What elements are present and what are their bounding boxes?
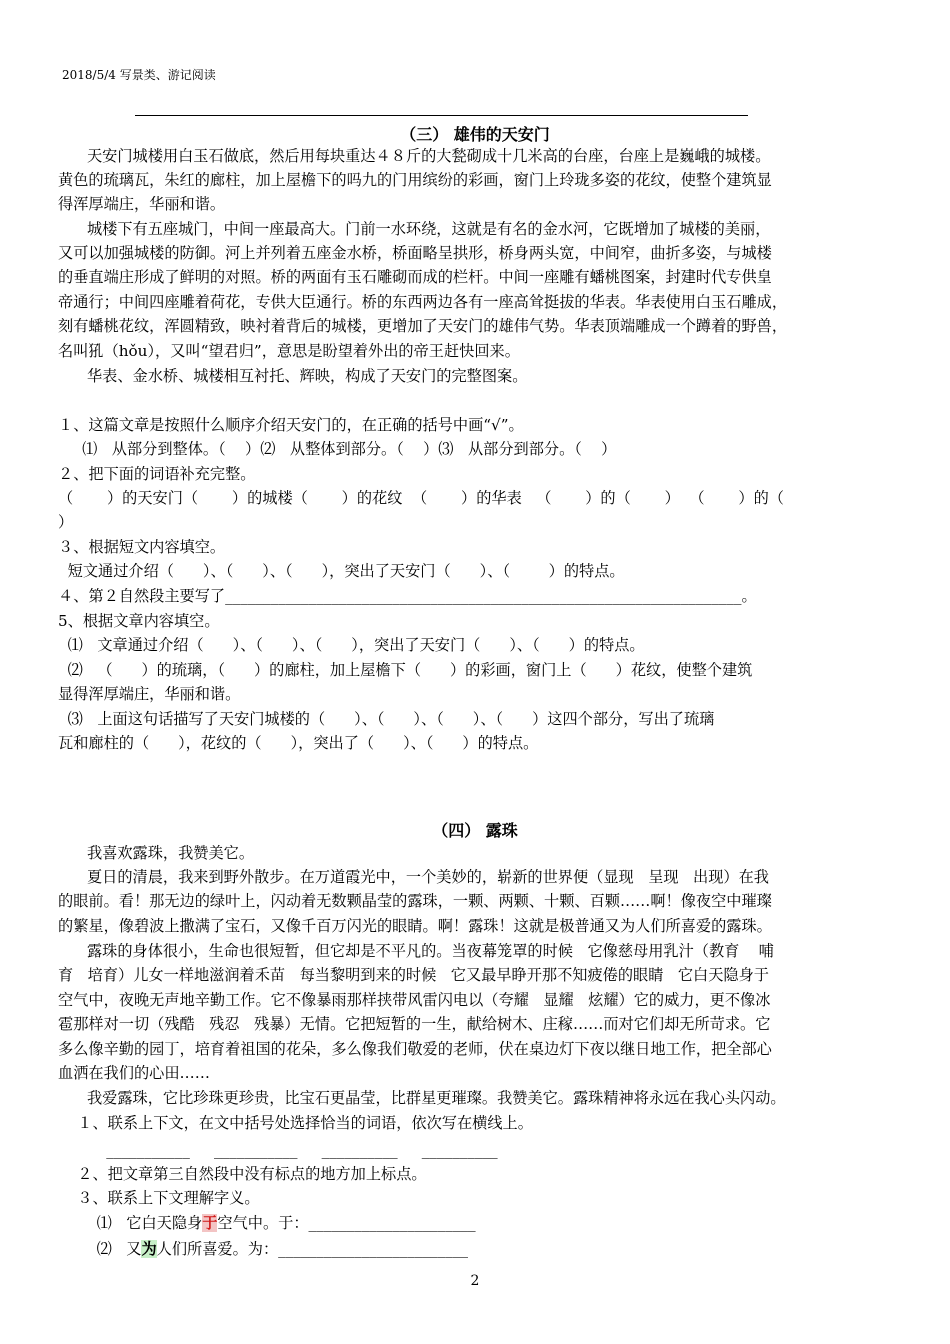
passage-line: 我爱露珠，它比珍珠更珍贵，比宝石更晶莹，比群星更璀璨。我赞美它。露珠精神将永远在我心头闪动。 bbox=[58, 1089, 786, 1107]
section4-title: （四） 露珠 bbox=[432, 821, 518, 840]
passage-line: 育 培育）儿女一样地滋润着禾苗 每当黎明到来的时候 它又最早睁开那不知疲倦的眼睛 它白天隐身于 bbox=[58, 966, 769, 984]
question-line: ２、把下面的词语补充完整。 bbox=[58, 465, 256, 483]
question-line: ２、把文章第三自然段中没有标点的地方加上标点。 bbox=[58, 1165, 427, 1183]
question-line: ４、第２自然段主要写了____________________________________________________________________。 bbox=[58, 587, 757, 605]
q-text: 人们所喜爱。为：_________________________ bbox=[156, 1240, 469, 1258]
page-number: 2 bbox=[470, 1273, 480, 1289]
highlighted-character: 于 bbox=[202, 1214, 218, 1232]
q-text: 空气中。于：______________________ bbox=[217, 1214, 476, 1232]
passage-line: 的繁星，像碧波上撒满了宝石，又像千百万闪光的眼睛。啊！露珠！这就是极普通又为人们所喜爱的露珠。 bbox=[58, 917, 772, 935]
highlighted-character: 为 bbox=[141, 1240, 157, 1258]
question-line: 显得浑厚端庄，华丽和谐。 bbox=[58, 685, 241, 703]
passage-line: 雹那样对一切（残酷 残忍 残暴）无情。它把短暂的一生，献给树木、庄稼……而对它们却无所苛求。它 bbox=[58, 1015, 771, 1033]
divider-line bbox=[135, 115, 748, 116]
question-line: ⑴ 从部分到整体。（ ）⑵ 从整体到部分。（ ）⑶ 从部分到部分。（ ） bbox=[58, 440, 617, 458]
question-line: ） bbox=[58, 513, 74, 531]
q-text: ⑴ 它白天隐身 bbox=[58, 1214, 203, 1232]
passage-line: 夏日的清晨，我来到野外散步。在万道霞光中，一个美妙的，崭新的世界便（显现 呈现 出现）在我 bbox=[58, 868, 769, 886]
passage-line: 血洒在我们的心田…… bbox=[58, 1064, 210, 1082]
question-line: ３、根据短文内容填空。 bbox=[58, 538, 226, 556]
passage-line: 多么像辛勤的园丁，培育着祖国的花朵，多么像我们敬爱的老师，伏在桌边灯下夜以继日地工作，把全部心 bbox=[58, 1040, 772, 1058]
passage-line: 的垂直端庄形成了鲜明的对照。桥的两面有玉石雕砌而成的栏杆。中间一座雕有蟠桃图案，封建时代专供皇 bbox=[58, 268, 772, 286]
question-line: 短文通过介绍（ ）、（ ）、（ ），突出了天安门（ ）、（ ）的特点。 bbox=[58, 562, 625, 580]
question-line: ⑶ 上面这句话描写了天安门城楼的（ ）、（ ）、（ ）、（ ）这四个部分，写出了琉璃 bbox=[58, 710, 715, 728]
passage-line: 露珠的身体很小，生命也很短暂，但它却是不平凡的。当夜幕笼罩的时候 它像慈母用乳汁（教育 哺 bbox=[58, 942, 774, 960]
passage-line: 名叫犼（hǒu），又叫“望君归”，意思是盼望着外出的帝王赶快回来。 bbox=[58, 342, 520, 360]
page-header: 2018/5/4 写景类、游记阅读 bbox=[62, 68, 216, 82]
passage-line: 帝通行；中间四座雕着荷花，专供大臣通行。桥的东西两边各有一座高耸挺拔的华表。华表使用白玉石雕成， bbox=[58, 293, 787, 311]
passage-line: 华表、金水桥、城楼相互衬托、辉映，构成了天安门的完整图案。 bbox=[58, 367, 528, 385]
passage-line: 黄色的琉璃瓦，朱红的廊柱，加上屋檐下的吗九的门用缤纷的彩画，窗门上玲珑多姿的花纹，使整个建筑显 bbox=[58, 171, 772, 189]
question-line bbox=[58, 1213, 476, 1233]
passage-line: 得浑厚端庄，华丽和谐。 bbox=[58, 195, 226, 213]
question-line: １、联系上下文，在文中括号处选择恰当的词语，依次写在横线上。 bbox=[58, 1114, 533, 1132]
q-text: ⑵ 又 bbox=[58, 1240, 142, 1258]
passage-line: 天安门城楼用白玉石做底，然后用每块重达４８斤的大甃砌成十几米高的台座，台座上是巍峨的城楼。 bbox=[58, 147, 771, 165]
question-line: ⑵ （ ）的琉璃，（ ）的廊柱，加上屋檐下（ ）的彩画，窗门上（ ）花纹，使整个建筑 bbox=[58, 661, 753, 679]
question-line: 瓦和廊柱的（ ），花纹的（ ），突出了（ ）、（ ）的特点。 bbox=[58, 734, 539, 752]
question-line: ３、联系上下文理解字义。 bbox=[58, 1189, 260, 1207]
question-line bbox=[58, 1239, 468, 1259]
passage-line: 空气中，夜晚无声地辛勤工作。它不像暴雨那样挟带风雷闪电以（夸耀 显耀 炫耀）它的威力，更不像冰 bbox=[58, 991, 771, 1009]
passage-line: 又可以加强城楼的防御。河上并列着五座金水桥，桥面略呈拱形，桥身两头宽，中间窄，曲折多姿，与城楼 bbox=[58, 244, 772, 262]
answer-blanks[interactable]: ___________ ___________ __________ __________ bbox=[58, 1141, 498, 1159]
passage-line: 城楼下有五座城门，中间一座最高大。门前一水环绕，这就是有名的金水河，它既增加了城楼的美丽， bbox=[58, 220, 771, 238]
section3-title: （三） 雄伟的天安门 bbox=[400, 125, 550, 144]
passage-line: 刻有蟠桃花纹，浑圆精致，映衬着背后的城楼，更增加了天安门的雄伟气势。华表顶端雕成一个蹲着的野兽， bbox=[58, 317, 787, 335]
question-line: ⑴ 文章通过介绍（ ）、（ ）、（ ），突出了天安门（ ）、（ ）的特点。 bbox=[58, 636, 645, 654]
question-line: （ ）的天安门（ ）的城楼（ ）的花纹 （ ）的华表 （ ）的（ ） （ ）的（ bbox=[58, 489, 784, 507]
question-line: １、这篇文章是按照什么顺序介绍天安门的，在正确的括号中画“√”。 bbox=[58, 416, 524, 434]
passage-line: 我喜欢露珠，我赞美它。 bbox=[58, 844, 255, 862]
question-line: 5、根据文章内容填空。 bbox=[58, 612, 220, 630]
passage-line: 的眼前。看！那无边的绿叶上，闪动着无数颗晶莹的露珠，一颗、两颗、十颗、百颗……啊！像夜空中璀璨 bbox=[58, 892, 772, 910]
